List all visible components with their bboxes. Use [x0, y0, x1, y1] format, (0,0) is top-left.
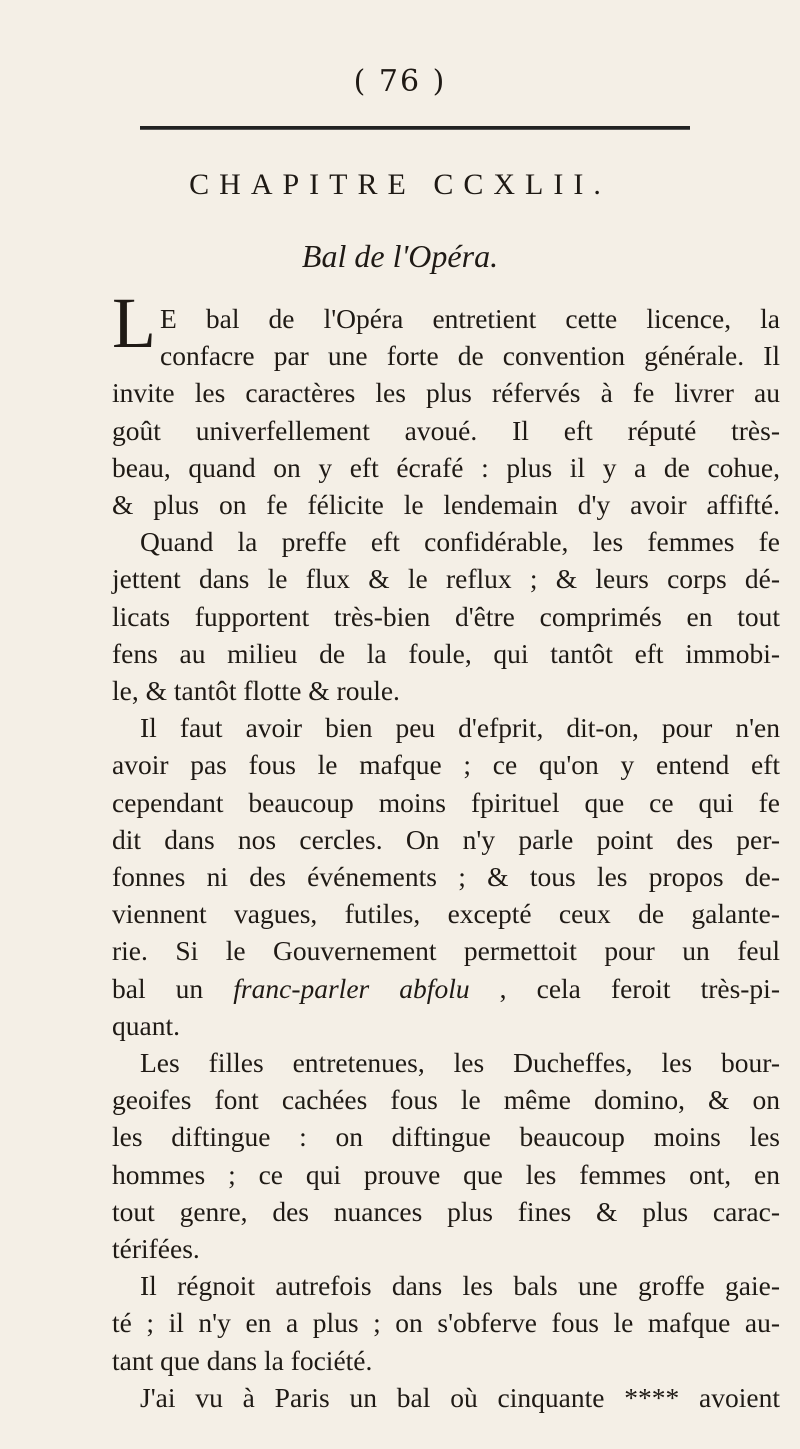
first-line-text: E bal de l'Opéra entretient cette licence, la [159, 303, 780, 334]
text-line: tant que dans la fociété. [112, 1344, 373, 1376]
text-line: dit dans nos cercles. On n'y parle point des per- [112, 823, 780, 855]
text-line: hommes ; ce qui prouve que les femmes ont, en [112, 1158, 780, 1190]
drop-cap: L [112, 283, 156, 363]
text-line: & plus on fe félicite le lendemain d'y avoir affifté. [112, 489, 780, 521]
chapter-title: CHAPITRE CCXLII. [189, 168, 611, 201]
body-text [112, 283, 780, 1416]
text-line: Les filles entretenues, les Ducheffes, les bour- [140, 1047, 780, 1079]
text-line: licats fupportent très-bien d'être comprimés en tout [112, 600, 780, 632]
text-line: rie. Si le Gouvernement permettoit pour un feul [112, 935, 780, 967]
text-line: Quand la preffe eft confidérable, les femmes fe [140, 526, 780, 558]
text-line: Il régnoit autrefois dans les bals une groffe gaie- [140, 1270, 780, 1302]
text-line: jettent dans le flux & le reflux ; & leurs corps dé- [112, 563, 780, 595]
text-line [112, 288, 780, 337]
page-number: ( 76 ) [353, 64, 447, 99]
text-line: té ; il n'y en a plus ; on s'obferve fous le mafque au- [112, 1307, 780, 1339]
text-line: térifées. [112, 1233, 200, 1265]
text-line: goût univerfellement avoué. Il eft réputé très- [112, 414, 780, 446]
text-line: tout genre, des nuances plus fines & plus carac- [112, 1195, 780, 1227]
text-line [112, 970, 780, 1007]
text-line: cependant beaucoup moins fpirituel que ce qui fe [112, 786, 780, 818]
text-fragment: , cela feroit très-pi- [499, 972, 780, 1004]
text-line: le, & tantôt flotte & roule. [112, 675, 400, 707]
text-line: viennent vagues, futiles, excepté ceux de galante- [112, 898, 780, 930]
text-line: avoir pas fous le mafque ; ce qu'on y entend eft [112, 749, 780, 781]
header-rule [140, 126, 690, 130]
text-line: Il faut avoir bien peu d'efprit, dit-on, pour n'en [140, 712, 780, 744]
text-line: confacre par une forte de convention générale. Il [159, 340, 780, 372]
text-line: quant. [112, 1009, 180, 1041]
text-line: invite les caractères les plus réfervés à fe livrer au [112, 377, 780, 409]
text-line: J'ai vu à Paris un bal où cinquante **** avoient [140, 1381, 780, 1413]
italic-phrase: franc-parler abfolu [233, 972, 470, 1004]
text-line: geoifes font cachées fous le même domino, & on [112, 1084, 780, 1116]
text-line: les diftingue : on diftingue beaucoup moins les [112, 1121, 780, 1153]
section-title: Bal de l'Opéra. [301, 238, 499, 274]
text-line: fens au milieu de la foule, qui tantôt eft immobi- [112, 637, 780, 669]
text-fragment: bal un [112, 972, 204, 1004]
text-line: beau, quand on y eft écrafé : plus il y a de cohue, [112, 451, 780, 483]
text-line: fonnes ni des événements ; & tous les propos de- [112, 861, 780, 893]
